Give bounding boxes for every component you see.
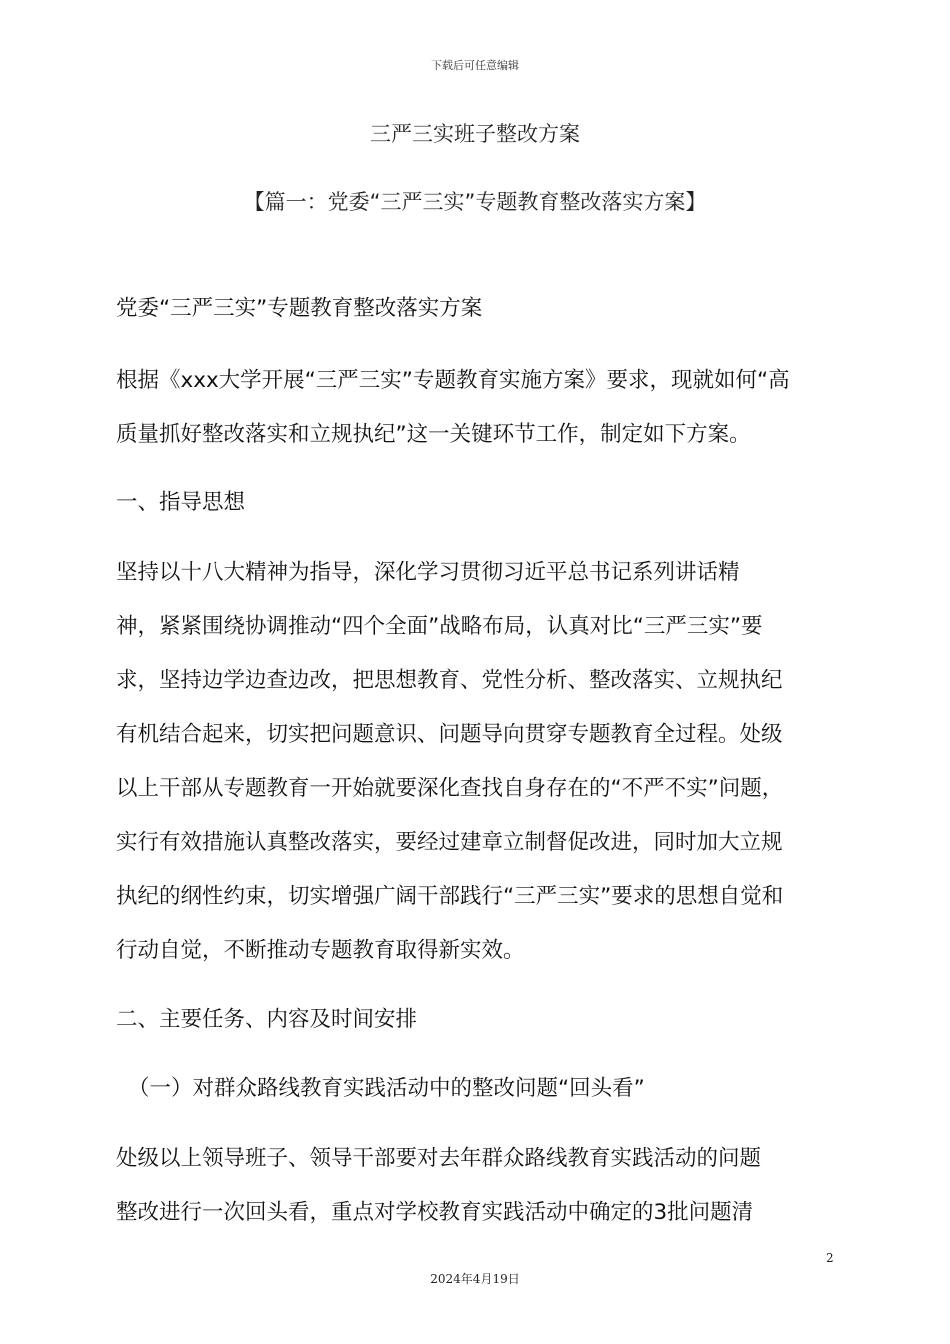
footer-date: 2024年4月19日	[430, 1272, 520, 1286]
paragraph-line: 实行有效措施认真整改落实，要经过建章立制督促改进，同时加大立规	[116, 830, 783, 855]
subsection-heading: （一）对群众路线教育实践活动中的整改问题“回头看”	[128, 1076, 645, 1101]
paragraph-line: 处级以上领导班子、领导干部要对去年群众路线教育实践活动的问题	[116, 1146, 762, 1171]
body-block-subsection-text	[116, 1132, 836, 1240]
paragraph-line: 以上干部从专题教育一开始就要深化查找自身存在的“不严不实”问题，	[116, 776, 784, 801]
section-heading: 一、指导思想	[116, 490, 246, 515]
body-block-heading	[116, 282, 836, 336]
paragraph-line: 质量抓好整改落实和立规执纪”这一关键环节工作，制定如下方案。	[116, 422, 751, 447]
paragraph-line: 根据《xxx大学开展“三严三实”专题教育实施方案》要求，现就如何“高	[116, 368, 790, 393]
document-subtitle: 【篇一：党委“三严三实”专题教育整改落实方案】	[243, 190, 707, 214]
paragraph-line: 求，坚持边学边查边改，把思想教育、党性分析、整改落实、立规执纪	[116, 668, 783, 693]
paragraph-line: 整改进行一次回头看，重点对学校教育实践活动中确定的3批问题清	[116, 1200, 754, 1225]
header-note: 下载后可任意编辑	[431, 59, 519, 72]
body-block-subsection	[128, 1062, 848, 1116]
body-block-section2	[116, 993, 836, 1047]
paragraph-line: 有机结合起来，切实把问题意识、问题导向贯穿专题教育全过程。处级	[116, 722, 783, 747]
paragraph-line: 执纪的纲性约束，切实增强广阔干部践行“三严三实”要求的思想自觉和	[116, 884, 784, 909]
body-block-section1	[116, 476, 836, 530]
section-heading: 党委“三严三实”专题教育整改落实方案	[116, 296, 483, 321]
paragraph-line: 坚持以十八大精神为指导，深化学习贯彻习近平总书记系列讲话精	[116, 560, 740, 585]
body-block-intro	[116, 354, 836, 462]
paragraph-line: 神，紧紧围绕协调推动“四个全面”战略布局，认真对比“三严三实”要	[116, 614, 763, 639]
body-block-section1-text	[116, 546, 836, 978]
document-title: 三严三实班子整改方案	[370, 122, 580, 146]
paragraph-line: 行动自觉，不断推动专题教育取得新实效。	[116, 938, 525, 963]
section-heading: 二、主要任务、内容及时间安排	[116, 1007, 418, 1032]
page-number: 2	[826, 1251, 834, 1265]
